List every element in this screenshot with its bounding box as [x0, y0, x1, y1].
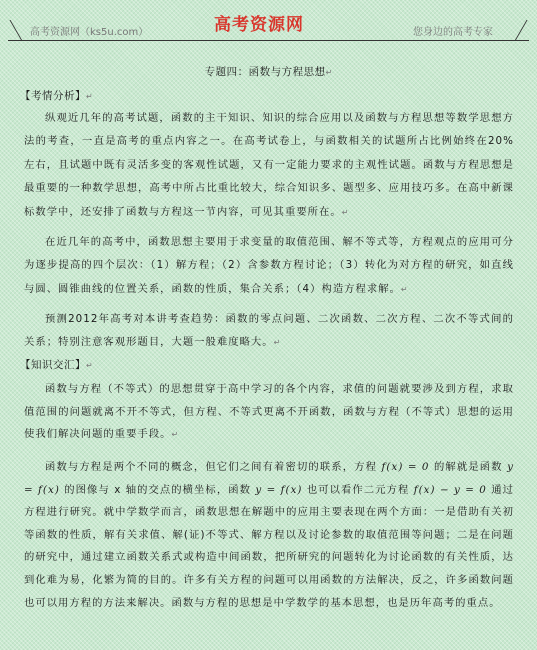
math-expression: y = f(x) [24, 461, 514, 496]
section-heading-analysis [20, 88, 93, 103]
paragraph-text: 在近几年的高考中，函数思想主要用于求变量的取值范围、解不等式等，方程观点的应用可分为逐步提高的四个层次：（1）解方程；（2）含参数方程讨论；（3）转化为对方程的研究，如直线与圆、圆锥曲线的位置关系，函数的性质，集合关系；（4）构造方程求解。 [24, 236, 514, 295]
paragraph-text: 通过方程进行研究。就中学数学而言，函数思想在解题中的应用主要表现在两个方面：一是借助有关初等函数的性质，解有关求值、解(证)不等式、解方程以及讨论参数的取值范围等问题；二是在问题的研究中，通过建立函数关系式或构造中间函数，把所研究的问题转化为讨论函数的有关性质，达到化难为易，化繁为简的目的。许多有关方程的问题可以用函数的方法解决，反之，许多函数问题也可以用方程的方法来解决。函数与方程的思想是中学数学的基本思想，也是历年高考的重点。 [24, 483, 514, 609]
paragraph-4 [24, 378, 514, 447]
paragraph-text: 预测2012年高考对本讲考查趋势：函数的零点问题、二次函数、二次方程、二次不等式间的关系；特别注意客观形题目，大题一般难度略大。 [24, 313, 514, 349]
paragraph-1 [24, 107, 514, 224]
paragraph-text: 函数与方程（不等式）的思想贯穿于高中学习的各个内容，求值的问题就要涉及到方程，求取值范围的问题就离不开不等式，但方程、不等式更离不开函数，函数与方程（不等式）思想的运用使我们解决问题的重要手段。 [24, 383, 514, 441]
paragraph-mark: ↵ [171, 430, 179, 440]
paragraph-text: 的解就是函数 [429, 461, 508, 473]
paragraph-text: 函数与方程是两个不同的概念，但它们之间有着密切的联系，方程 [45, 461, 382, 473]
math-expression: y = f(x) [255, 483, 303, 496]
section-heading-text: 【知识交汇】 [20, 359, 86, 371]
math-expression: f(x) − y = 0 [413, 483, 487, 496]
paragraph-mark: ↵ [325, 68, 333, 77]
paragraph-mark: ↵ [86, 361, 93, 370]
section-heading-text: 【考情分析】 [20, 90, 86, 102]
paragraph-5 [24, 456, 514, 614]
section-heading-knowledge [20, 357, 93, 372]
header-corner-right [515, 20, 529, 41]
paragraph-mark: ↵ [273, 338, 281, 348]
header-slogan-text: 您身边的高考专家 [413, 27, 493, 38]
math-expression: f(x) = 0 [381, 461, 430, 473]
paragraph-text: 也可以看作二元方程 [302, 483, 414, 496]
paragraph-mark: ↵ [86, 92, 93, 101]
site-logo: 高考资源网 [214, 15, 304, 35]
paragraph-2 [24, 231, 514, 301]
paragraph-text: 的图像与 x 轴的交点的横坐标，函数 [59, 483, 256, 496]
header-corner-left [8, 20, 22, 41]
header-source-text: 高考资源网（ks5u.com） [30, 27, 149, 38]
paragraph-3 [24, 308, 514, 355]
document-title [0, 64, 537, 79]
paragraph-mark: ↵ [400, 284, 408, 294]
title-text: 专题四：函数与方程思想 [204, 66, 326, 78]
paragraph-mark: ↵ [341, 207, 349, 217]
paragraph-text: 纵观近几年的高考试题，函数的主干知识、知识的综合应用以及函数与方程思想等数学思想方法的考查，一直是高考的重点内容之一。在高考试卷上，与函数相关的试题所占比例始终在20%左右，且试题中既有灵活多变的客观性试题，又有一定能力要求的主观性试题。函数与方程思想是最重要的一种数学思想，高考中所占比重比较大，综合知识多、题型多、应用技巧多。在高中新课标数学中，还安排了函数与方程这一节内容，可见其重要所在。 [24, 112, 514, 218]
